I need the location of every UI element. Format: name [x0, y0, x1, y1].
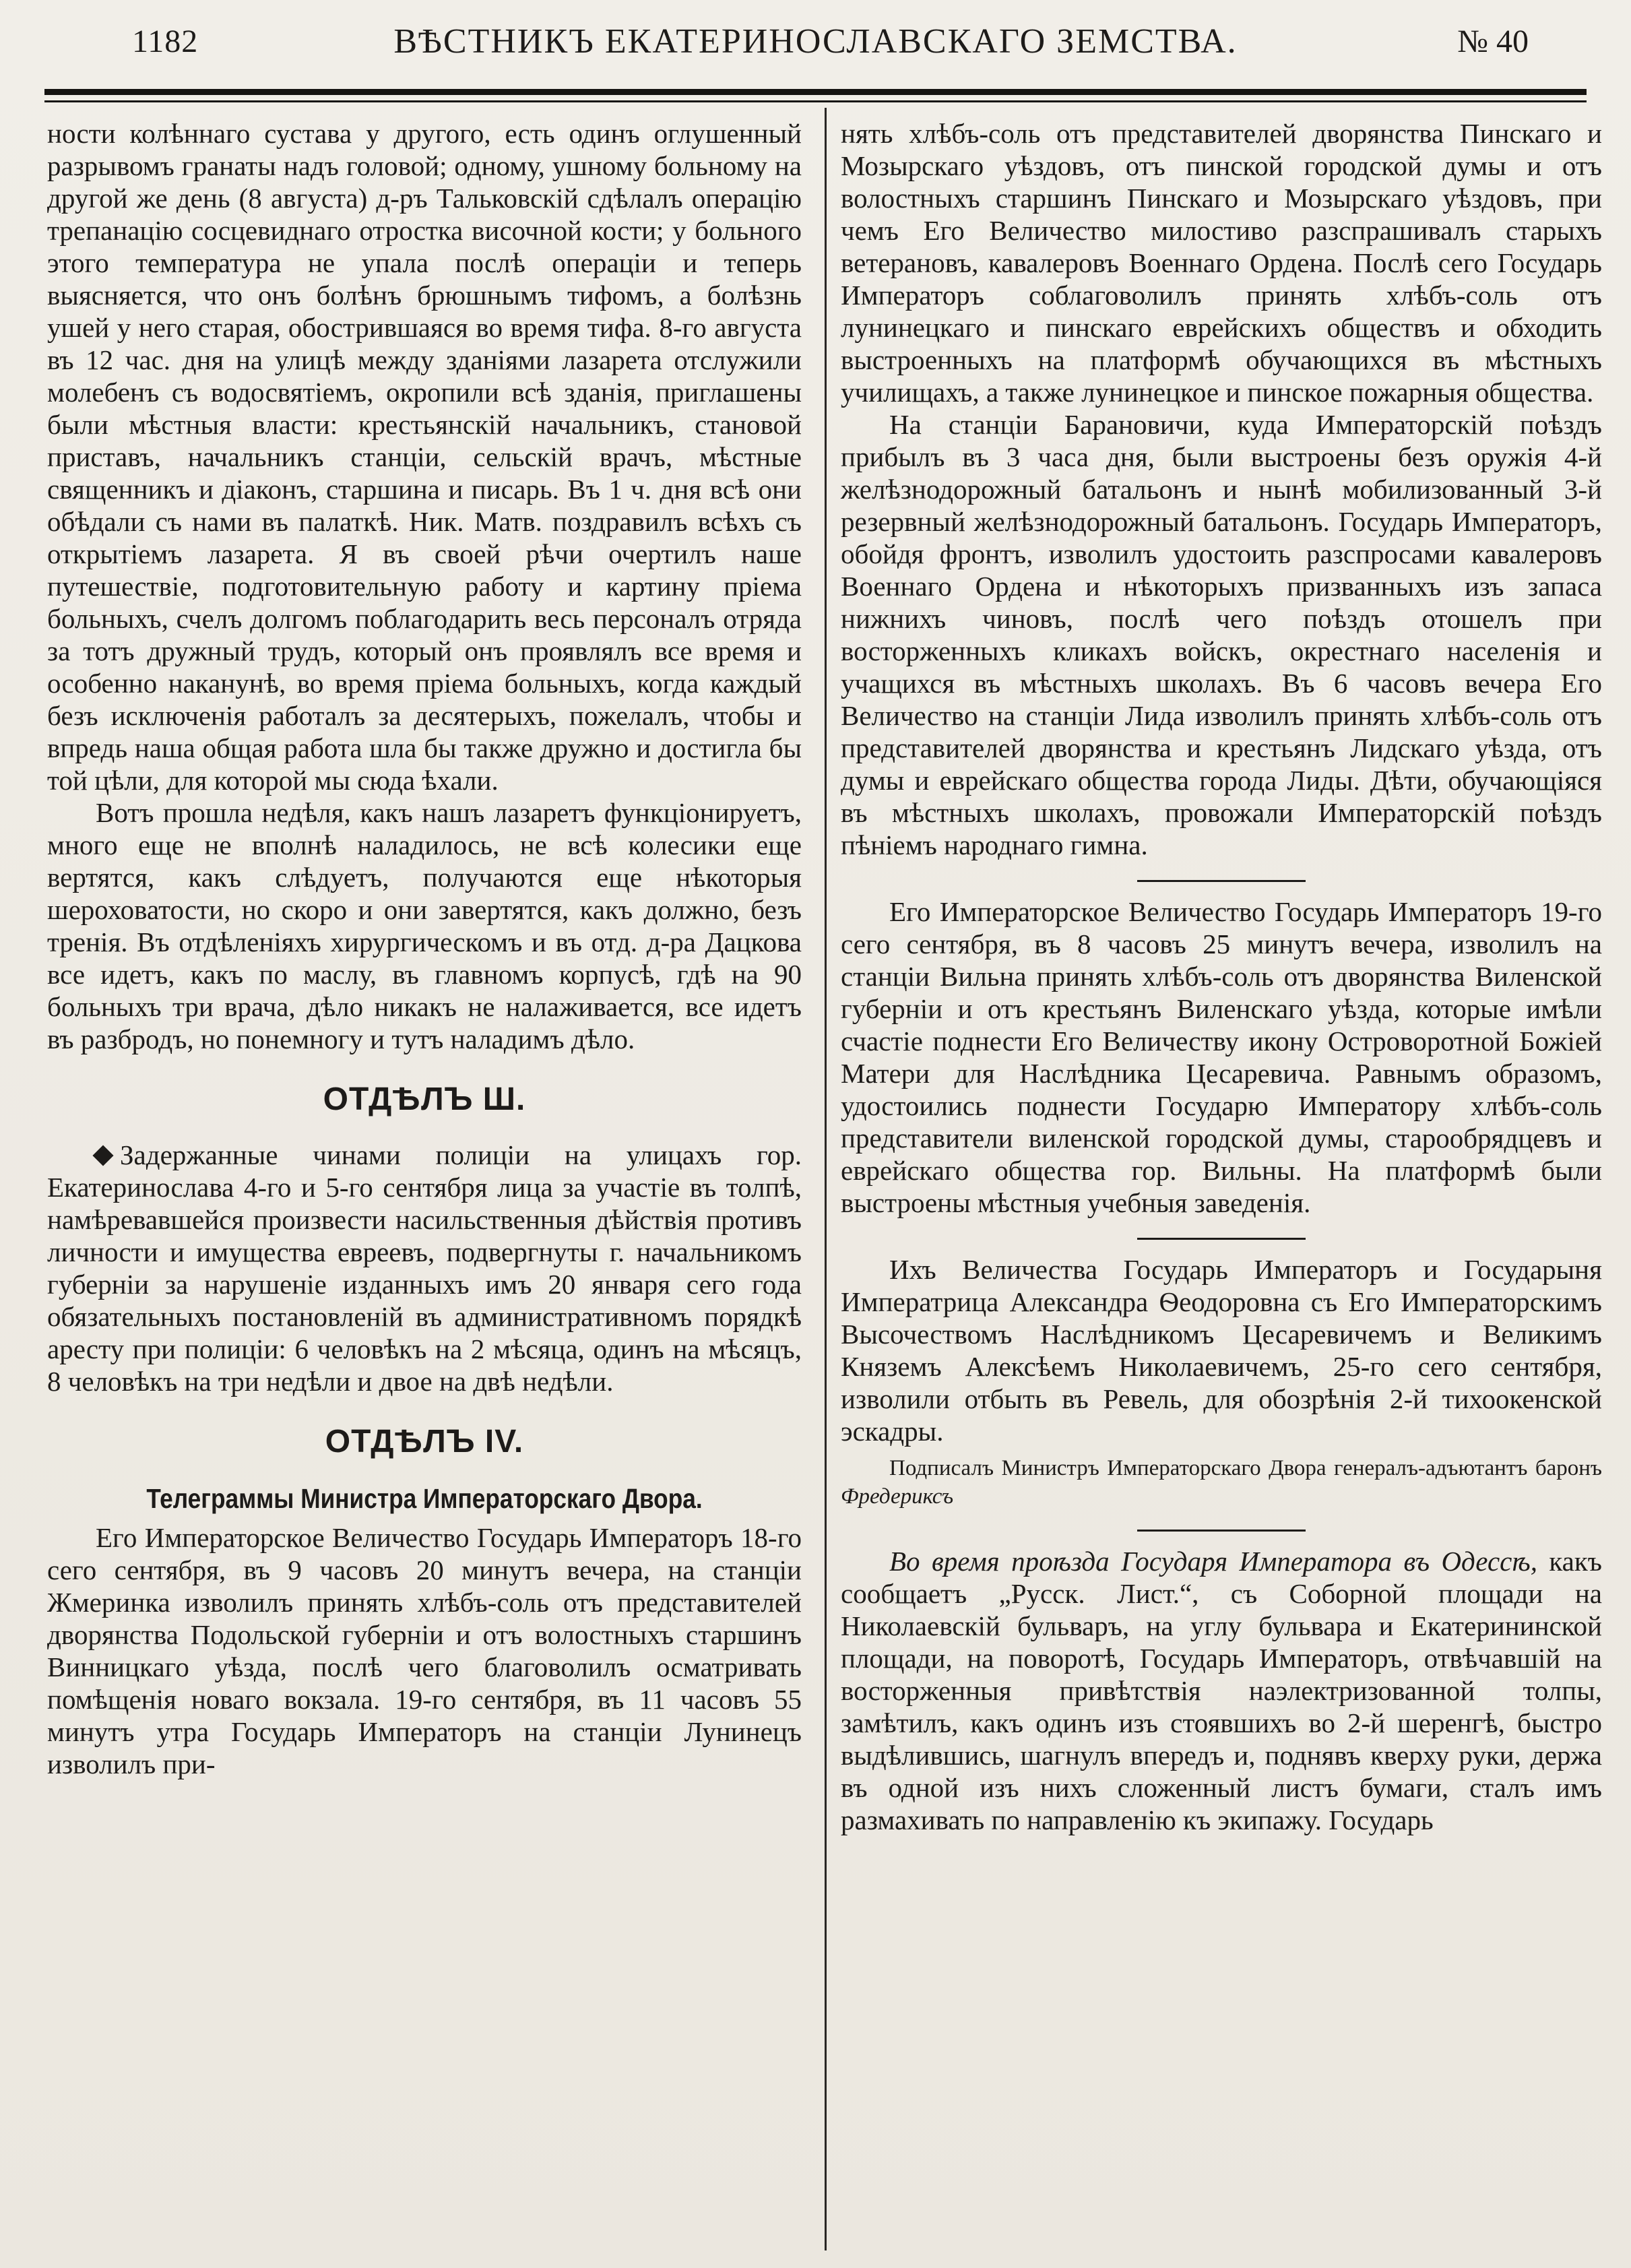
right-column [841, 117, 1602, 1836]
right-paragraph-3: Его Императорское Величество Государь Императоръ 19-го сего сентября, въ 8 часовъ 25 минутъ вечера, изволилъ на станціи Вильна принять хлѣбъ-соль отъ дворянства Виленской губерніи и отъ крестьянъ Виленскаго уѣзда, которые имѣли счастіе поднести Его Величеству икону Островоротной Божіей Матери для Наслѣдника Цесаревича. Равнымъ образомъ, удостоились поднести Государю Императору хлѣбъ-соль представители виленской городской думы, старообрядцевъ и еврейскаго общества гор. Вильны. На платформѣ были выстроены мѣстныя учебныя заведенія. [841, 896, 1602, 1218]
signature-name: Фредериксъ [841, 1484, 954, 1509]
telegram-title: Телеграммы Министра Императорскаго Двора. [146, 1483, 703, 1514]
left-paragraph-1: ности колѣннаго сустава у другого, есть одинъ оглушенный разрывомъ гранаты надъ головой; одному, ушному больному на другой же день (8 августа) д-ръ Тальковскій сдѣлалъ операцію трепанацію сосцевиднаго отростка височной кости; у больного этого температура не упала послѣ операціи и теперь выясняется, что онъ болѣнъ брюшнымъ тифомъ, а болѣзнь ушей у него старая, обострившаяся во время тифа. 8-го августа въ 12 час. дня на улицѣ между зданіями лазарета отслужили молебенъ съ водосвятіемъ, окропили всѣ зданія, приглашены были мѣстныя власти: крестьянскій начальникъ, становой приставъ, начальникъ станціи, сельскій врачъ, мѣстные священникъ и діаконъ, старшина и писарь. Въ 1 ч. дня всѣ они обѣдали съ нами въ палаткѣ. Ник. Матв. поздравилъ всѣхъ съ открытіемъ лазарета. Я въ своей рѣчи очертилъ наше путешествіе, подготовительную работу и картину пріема больныхъ, счелъ долгомъ поблагодарить весь персоналъ отряда за тотъ дружный трудъ, который онъ проявлялъ все время и особенно наканунѣ, во время пріема больныхъ, когда каждый безъ исключенія работалъ за десятерыхъ, пожелалъ, чтобы и впредь наша общая работа шла бы также дружно и достигла бы той цѣли, для которой мы сюда ѣхали. [47, 118, 802, 796]
column-divider [825, 108, 827, 2250]
section-3-paragraph [47, 1139, 802, 1397]
divider-rule-2 [1137, 1238, 1306, 1240]
telegram-paragraph-1: Его Императорское Величество Государь Императоръ 18-го сего сентября, въ 9 часовъ 20 минутъ вечера, на станціи Жмеринка изволилъ принять хлѣбъ-соль отъ представителей дворянства Подольской губерніи и отъ волостныхъ старшинъ Винницкаго уѣзда, послѣ чего благоволилъ осматривать помѣщенія новаго вокзала. 19-го сентября, въ 11 часовъ 55 минутъ утра Государь Императоръ на станціи Лунинецъ изволилъ при- [47, 1522, 802, 1779]
page-header [39, 20, 1592, 75]
diamond-icon [92, 1145, 113, 1166]
right-paragraph-5 [841, 1545, 1602, 1836]
issue-number: № 40 [1457, 24, 1529, 59]
journal-title: ВѢСТНИКЪ ЕКАТЕРИНОСЛАВСКАГО ЗЕМСТВА. [393, 22, 1238, 61]
right-paragraph-2: На станціи Барановичи, куда Императорскій поѣздъ прибылъ въ 3 часа дня, были выстроены безъ оружія 4-й желѣзнодорожный батальонъ и нынѣ мобилизованный 3-й резервный желѣзнодорожный батальонъ. Государь Императоръ, обойдя фронтъ, изволилъ удостоить разспросами кавалеровъ Военнаго Ордена и нѣкоторыхъ призванныхъ изъ запаса нижнихъ чиновъ, послѣ чего поѣздъ отошелъ при восторженныхъ кликахъ войскъ, окрестнаго населенія и учащихся въ мѣстныхъ школахъ. Въ 6 часовъ вечера Его Величество на станціи Лида изволилъ принять хлѣбъ-соль отъ представителей дворянства и крестьянъ Лидскаго уѣзда, отъ думы и еврейскаго общества города Лиды. Дѣти, обучающіяся въ мѣстныхъ школахъ, провожали Императорскій поѣздъ пѣніемъ народнаго гимна. [841, 409, 1602, 860]
page-number: 1182 [132, 24, 199, 59]
header-rule-thick [44, 89, 1587, 95]
right-paragraph-4: Ихъ Величества Государь Императоръ и Государыня Императрица Александра Ѳеодоровна съ Его Императорскимъ Высочествомъ Наслѣдникомъ Цесаревичемъ и Великимъ Княземъ Алексѣемъ Николаевичемъ, 25-го сего сентября, изволили отбыть въ Ревель, для обозрѣнія 2-й тихоокенской эскадры. [841, 1254, 1602, 1447]
signature-prefix: Подписалъ Министръ Императорскаго Двора генералъ-адъютантъ баронъ [889, 1456, 1602, 1480]
divider-rule-3 [1137, 1530, 1306, 1532]
right-paragraph-5-rest: какъ сообщаетъ „Русск. Лист.“, съ Соборной площади на Николаевскій бульваръ, на углу бульвара и Екатерининской площади, на поворотѣ, Государь Императоръ, отвѣчавшій на восторженныя привѣтствія наэлектризованной толпы, замѣтилъ, какъ одинъ изъ стоявшихъ во 2-й шеренгѣ, быстро выдѣлившись, шагнулъ впередъ и, поднявъ кверху руки, держа въ одной изъ нихъ сложенный листъ бумаги, сталъ имъ размахивать по направленію къ экипажу. Государь [841, 1546, 1603, 1835]
right-paragraph-1: нять хлѣбъ-соль отъ представителей дворянства Пинскаго и Мозырскаго уѣздовъ, отъ пинской городской думы и отъ волостныхъ старшинъ Пинскаго и Мозырскаго уѣздовъ, при чемъ Его Величество милостиво разспрашивалъ старыхъ ветерановъ, кавалеровъ Военнаго Ордена. Послѣ сего Государь Императоръ соблаговолилъ принять хлѣбъ-соль отъ лунинецкаго и пинскаго еврейскихъ обществъ и обходить выстроенныхъ на платформѣ обучающихся въ мѣстныхъ училищахъ, а также лунинецкое и пинское пожарныя общества. [841, 118, 1602, 408]
signature-line [841, 1454, 1602, 1511]
right-paragraph-5-italic: Во время проѣзда Государя Императора въ Одессѣ, [889, 1546, 1537, 1577]
divider-rule-1 [1137, 880, 1306, 882]
section-4-title: ОТДѢЛЪ IV. [325, 1424, 524, 1459]
left-column [47, 117, 802, 1780]
section-3-text: Задержанные чинами полиціи на улицахъ гор. Екатеринослава 4-го и 5-го сентября лица за участіе въ толпѣ, намѣревавшейся произвести насильственныя дѣйствія противъ личности и имущества евреевъ, подвергнуты г. начальникомъ губерніи за нарушеніе изданныхъ имъ 20 января сего года обязательныхъ постановленій въ административномъ порядкѣ аресту при полиціи: 6 человѣкъ на 2 мѣсяца, одинъ на мѣсяцъ, 8 человѣкъ на три недѣли и двое на двѣ недѣли. [47, 1139, 802, 1397]
section-3-title: ОТДѢЛЪ Ш. [323, 1081, 526, 1117]
header-rule-thin [44, 100, 1587, 102]
left-paragraph-2: Вотъ прошла недѣля, какъ нашъ лазаретъ функціонируетъ, много еще не вполнѣ наладилось, не всѣ колесики еще вертятся, какъ слѣдуетъ, получаются еще нѣкоторыя шероховатости, но скоро и они завертятся, какъ должно, безъ тренія. Въ отдѣленіяхъ хирургическомъ и въ отд. д-ра Дацкова все идетъ, какъ по маслу, въ главномъ корпусѣ, гдѣ на 90 больныхъ три врача, дѣло никакъ не налаживается, все идетъ въ разбродъ, но понемногу и тутъ наладимъ дѣло. [47, 797, 802, 1054]
